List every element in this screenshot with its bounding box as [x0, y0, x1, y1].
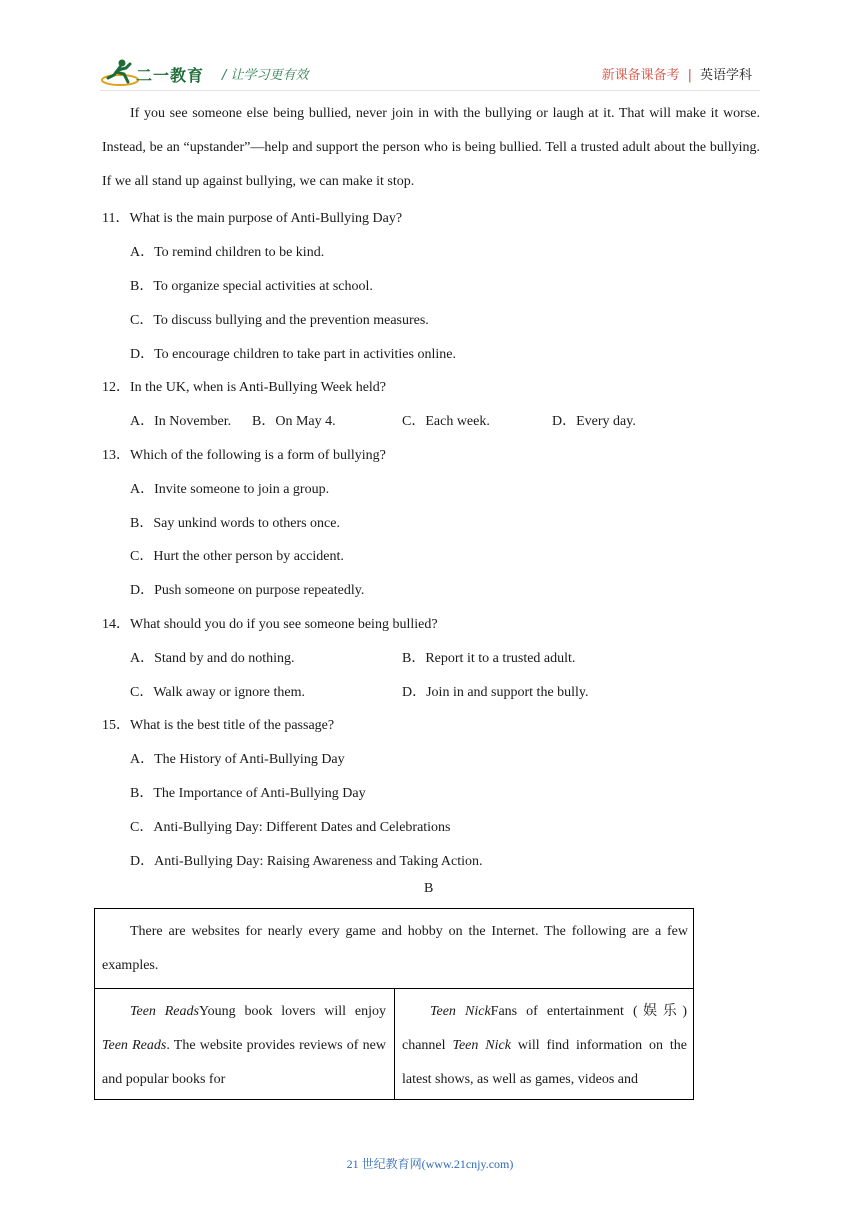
table-column-divider — [394, 988, 395, 1099]
table-intro-row — [95, 909, 693, 989]
header-subject-label: 英语学科 — [699, 68, 752, 83]
intro-paragraph: If you see someone else being bullied, never join in with the bullying or laugh at it. That will make it worse. Instead, be an “upstander”—help and support the person who is being bullied. Tell a trusted adult about the bullying. If we all stand up against bullying, we can make it stop. — [102, 106, 760, 189]
q12-option-a: A．In November. — [130, 414, 232, 429]
teen-reads-title: Teen Reads — [130, 1004, 199, 1019]
q11-option-b: B．To organize special activities at school. — [130, 279, 373, 294]
runner-icon — [100, 58, 140, 88]
teen-nick-title-2: Teen Nick — [452, 1038, 511, 1053]
header-divider — [100, 90, 760, 91]
q15-option-b: B．The Importance of Anti-Bullying Day — [130, 786, 366, 801]
q15-option-a: A．The History of Anti-Bullying Day — [130, 752, 345, 767]
slogan: / 让学习更有效 — [222, 68, 309, 83]
page-header — [100, 56, 760, 92]
question-15: 15．What is the best title of the passage? — [102, 718, 335, 733]
q11-option-c: C．To discuss bullying and the prevention measures. — [130, 313, 429, 328]
websites-table — [94, 908, 694, 1100]
header-subject — [602, 64, 752, 83]
q14-option-d: D．Join in and support the bully. — [402, 685, 589, 700]
teen-nick-title: Teen Nick — [430, 1004, 491, 1019]
page-footer: 21 世纪教育网(www.21cnjy.com) — [346, 1157, 514, 1171]
q11-option-d: D．To encourage children to take part in activities online. — [130, 347, 456, 362]
q12-option-b: B．On May 4. — [252, 414, 336, 429]
teen-reads-title-2: Teen Reads — [102, 1038, 167, 1053]
q12-option-c: C．Each week. — [402, 414, 490, 429]
teen-nick-text-1: Fans of entertainment (娱乐) channel — [402, 1004, 687, 1053]
header-course-label: 新课备课备考 — [601, 68, 680, 83]
teen-reads-text-1: Young book lovers will enjoy — [198, 1004, 386, 1019]
question-14: 14．What should you do if you see someone being bullied? — [102, 617, 438, 632]
teen-reads-text-2: . The website provides reviews of new and popular books for — [102, 1038, 386, 1087]
q13-option-a: A．Invite someone to join a group. — [130, 482, 330, 497]
table-cell-teen-nick — [402, 995, 687, 1097]
q13-option-c: C．Hurt the other person by accident. — [130, 549, 344, 564]
q14-option-b: B．Report it to a trusted adult. — [402, 651, 576, 666]
q15-option-c: C．Anti-Bullying Day: Different Dates and Celebrations — [130, 820, 451, 835]
q14-option-c: C．Walk away or ignore them. — [130, 685, 305, 700]
question-11: 11．What is the main purpose of Anti-Bullying Day? — [102, 211, 403, 226]
q14-option-a: A．Stand by and do nothing. — [130, 651, 295, 666]
table-cell-teen-reads — [102, 995, 386, 1097]
question-12: 12．In the UK, when is Anti-Bullying Week held? — [102, 380, 387, 395]
q11-option-a: A．To remind children to be kind. — [130, 245, 325, 260]
section-label: B — [424, 881, 434, 896]
q15-option-d: D．Anti-Bullying Day: Raising Awareness and Taking Action. — [130, 854, 483, 869]
teen-nick-text-2: will find information on the latest shows, as well as games, videos and — [402, 1038, 687, 1087]
table-intro-text: There are websites for nearly every game and hobby on the Internet. The following are a few examples. — [102, 924, 688, 973]
q13-option-b: B．Say unkind words to others once. — [130, 516, 340, 531]
q13-option-d: D．Push someone on purpose repeatedly. — [130, 583, 365, 598]
question-13: 13．Which of the following is a form of bullying? — [102, 448, 386, 463]
header-separator: | — [687, 68, 692, 83]
logo-text: 二一教育 — [136, 66, 205, 85]
q12-option-d: D．Every day. — [552, 414, 636, 429]
logo — [100, 58, 212, 88]
